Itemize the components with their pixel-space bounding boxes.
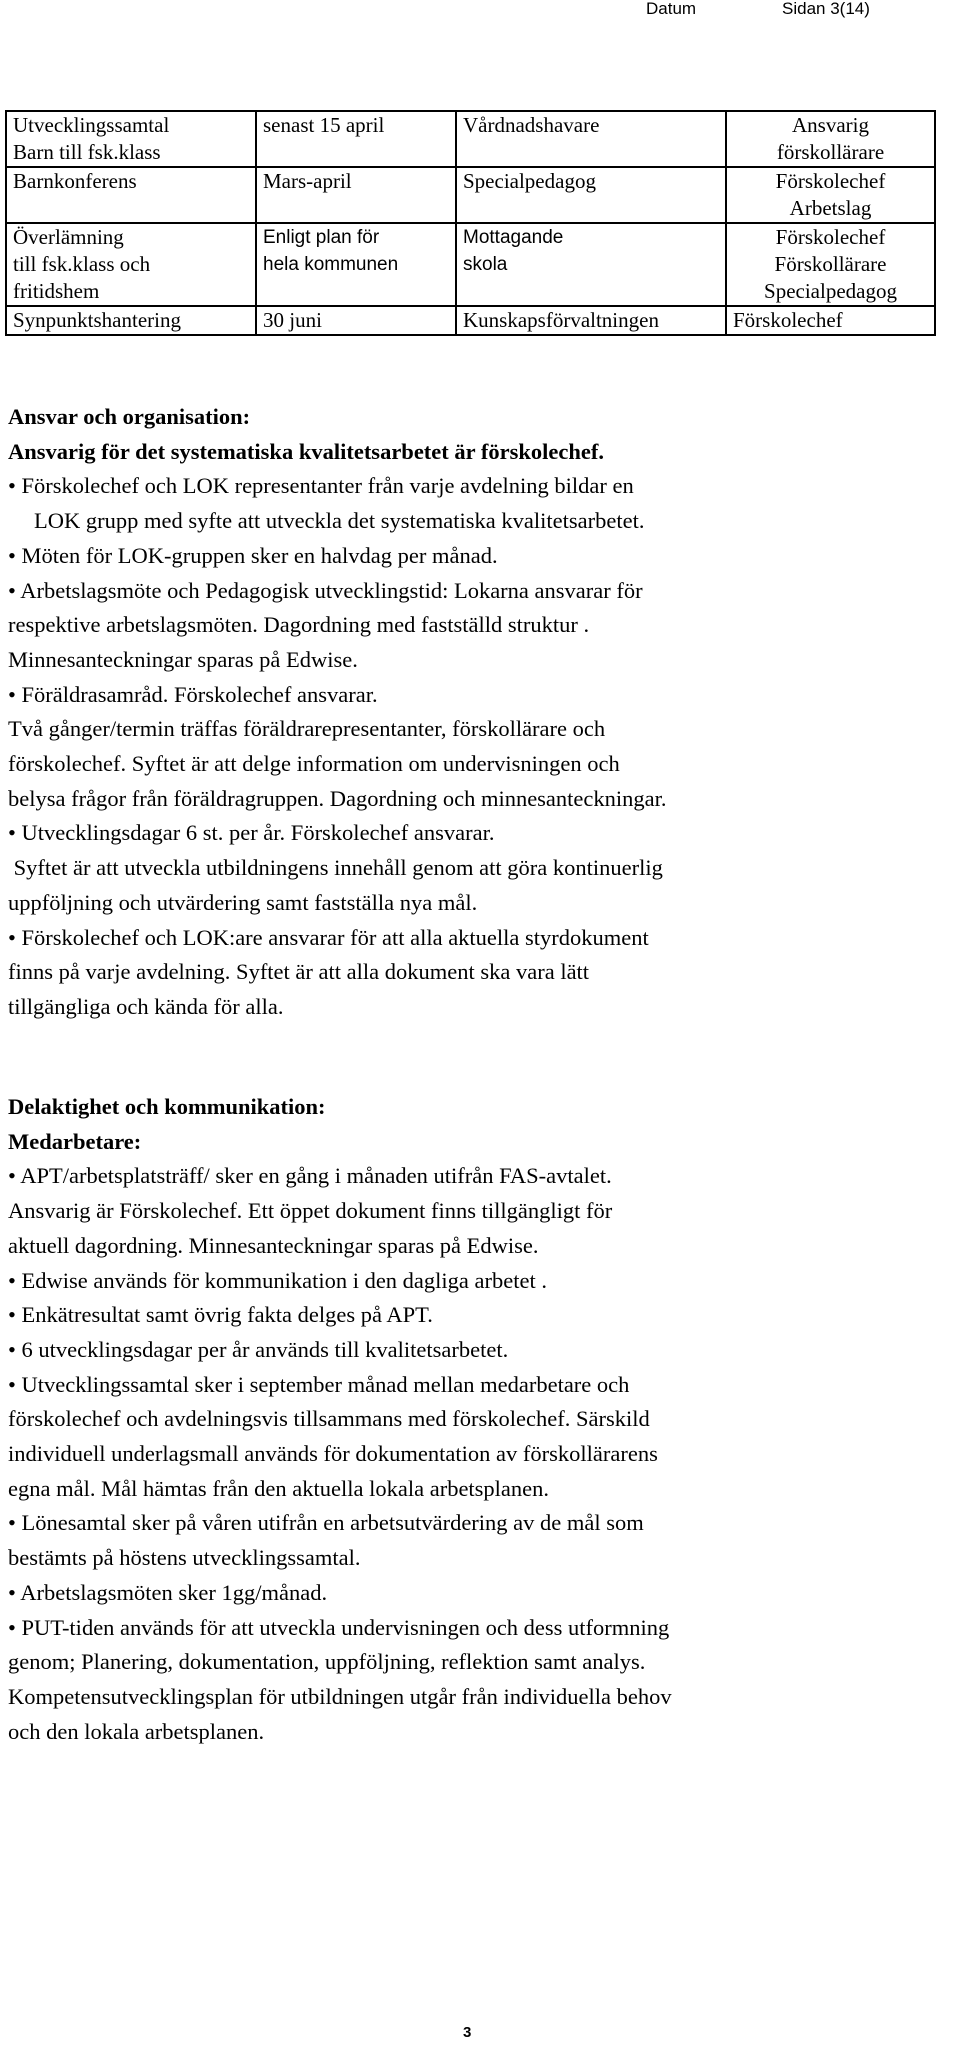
text-line: • APT/arbetsplatsträff/ sker en gång i månaden utifrån FAS-avtalet.: [8, 1163, 612, 1189]
table-cell: Mars-april: [256, 167, 456, 223]
section-heading: Ansvar och organisation:: [8, 404, 251, 429]
table-cell: Barnkonferens: [6, 167, 256, 223]
text-line: Kompetensutvecklingsplan för utbildningen utgår från individuella behov: [8, 1683, 672, 1709]
text-line: • Utvecklingsdagar 6 st. per år. Förskolechef ansvarar.: [8, 820, 495, 846]
text-line: Minnesanteckningar sparas på Edwise.: [8, 646, 358, 672]
section-subheading: Ansvarig för det systematiska kvalitetsarbetet är förskolechef.: [8, 438, 604, 464]
text-line: och den lokala arbetsplanen.: [8, 1718, 265, 1744]
section-subheading: Medarbetare:: [8, 1128, 142, 1154]
text-line: • 6 utvecklingsdagar per år används till kvalitetsarbetet.: [8, 1336, 509, 1362]
text-line: • Möten för LOK-gruppen sker en halvdag per månad.: [8, 542, 498, 568]
text-line: uppföljning och utvärdering samt fastställa nya mål.: [8, 889, 478, 915]
text-line: • Förskolechef och LOK:are ansvarar för att alla aktuella styrdokument: [8, 924, 649, 950]
table-cell: Utvecklingssamtal Barn till fsk.klass: [6, 111, 256, 167]
text-line: genom; Planering, dokumentation, uppföljning, reflektion samt analys.: [8, 1649, 646, 1675]
text-line: • Utvecklingssamtal sker i september månad mellan medarbetare och: [8, 1371, 630, 1397]
text-line: • Lönesamtal sker på våren utifrån en arbetsutvärdering av de mål som: [8, 1510, 644, 1536]
text-line: LOK grupp med syfte att utveckla det systematiska kvalitetsarbetet.: [34, 508, 645, 534]
text-line: förskolechef. Syftet är att delge information om undervisningen och: [8, 751, 620, 777]
table-cell: 30 juni: [256, 306, 456, 335]
text-line: förskolechef och avdelningsvis tillsammans med förskolechef. Särskild: [8, 1406, 650, 1432]
table-cell: Vårdnadshavare: [456, 111, 726, 167]
text-line: • PUT-tiden används för att utveckla undervisningen och dess utformning: [8, 1614, 670, 1640]
table-cell: Enligt plan för hela kommunen: [256, 223, 456, 306]
table-row: [6, 223, 935, 306]
table-cell: Kunskapsförvaltningen: [456, 306, 726, 335]
table-row: [6, 167, 935, 223]
footer-page-number: 3: [463, 2024, 472, 2041]
text-line: bestämts på höstens utvecklingssamtal.: [8, 1545, 361, 1571]
table-cell: Förskolechef: [726, 306, 935, 335]
header-date-label: Datum: [646, 0, 697, 18]
text-line: • Arbetslagsmöte och Pedagogisk utvecklingstid: Lokarna ansvarar för: [8, 577, 643, 603]
text-line: respektive arbetslagsmöten. Dagordning med fastställd struktur .: [8, 612, 590, 638]
table-row: [6, 306, 935, 335]
text-line: • Förskolechef och LOK representanter från varje avdelning bildar en: [8, 473, 634, 499]
section-responsibility: [8, 400, 933, 1025]
table-cell: Överlämning till fsk.klass och fritidshem: [6, 223, 256, 306]
header-page-indicator: Sidan 3(14): [782, 0, 870, 18]
text-line: aktuell dagordning. Minnesanteckningar sparas på Edwise.: [8, 1232, 539, 1258]
text-line: finns på varje avdelning. Syftet är att alla dokument ska vara lätt: [8, 959, 590, 985]
table-cell: Förskolechef Arbetslag: [726, 167, 935, 223]
text-line: • Arbetslagsmöten sker 1gg/månad.: [8, 1579, 328, 1605]
section-participation: [8, 1090, 933, 1749]
table-cell: Specialpedagog: [456, 167, 726, 223]
text-line: • Föräldrasamråd. Förskolechef ansvarar.: [8, 681, 378, 707]
text-line: • Enkätresultat samt övrig fakta delges på APT.: [8, 1302, 433, 1328]
text-line: individuell underlagsmall används för dokumentation av förskollärarens: [8, 1441, 658, 1467]
text-line: egna mål. Mål hämtas från den aktuella lokala arbetsplanen.: [8, 1475, 550, 1501]
text-line: belysa frågor från föräldragruppen. Dagordning och minnesanteckningar.: [8, 785, 667, 811]
section-heading: Delaktighet och kommunikation:: [8, 1094, 326, 1119]
schedule-table: [5, 110, 936, 336]
text-line: • Edwise används för kommunikation i den dagliga arbetet .: [8, 1267, 547, 1293]
text-line: Syftet är att utveckla utbildningens innehåll genom att göra kontinuerlig: [8, 855, 663, 881]
text-line: Ansvarig är Förskolechef. Ett öppet dokument finns tillgängligt för: [8, 1198, 613, 1224]
text-line: Två gånger/termin träffas föräldrarepresentanter, förskollärare och: [8, 716, 606, 742]
table-cell: senast 15 april: [256, 111, 456, 167]
table-cell: Förskolechef Förskollärare Specialpedagog: [726, 223, 935, 306]
text-line: tillgängliga och kända för alla.: [8, 993, 284, 1019]
table-cell: Mottagande skola: [456, 223, 726, 306]
table-cell: Synpunktshantering: [6, 306, 256, 335]
table-row: [6, 111, 935, 167]
table-cell: Ansvarig förskollärare: [726, 111, 935, 167]
